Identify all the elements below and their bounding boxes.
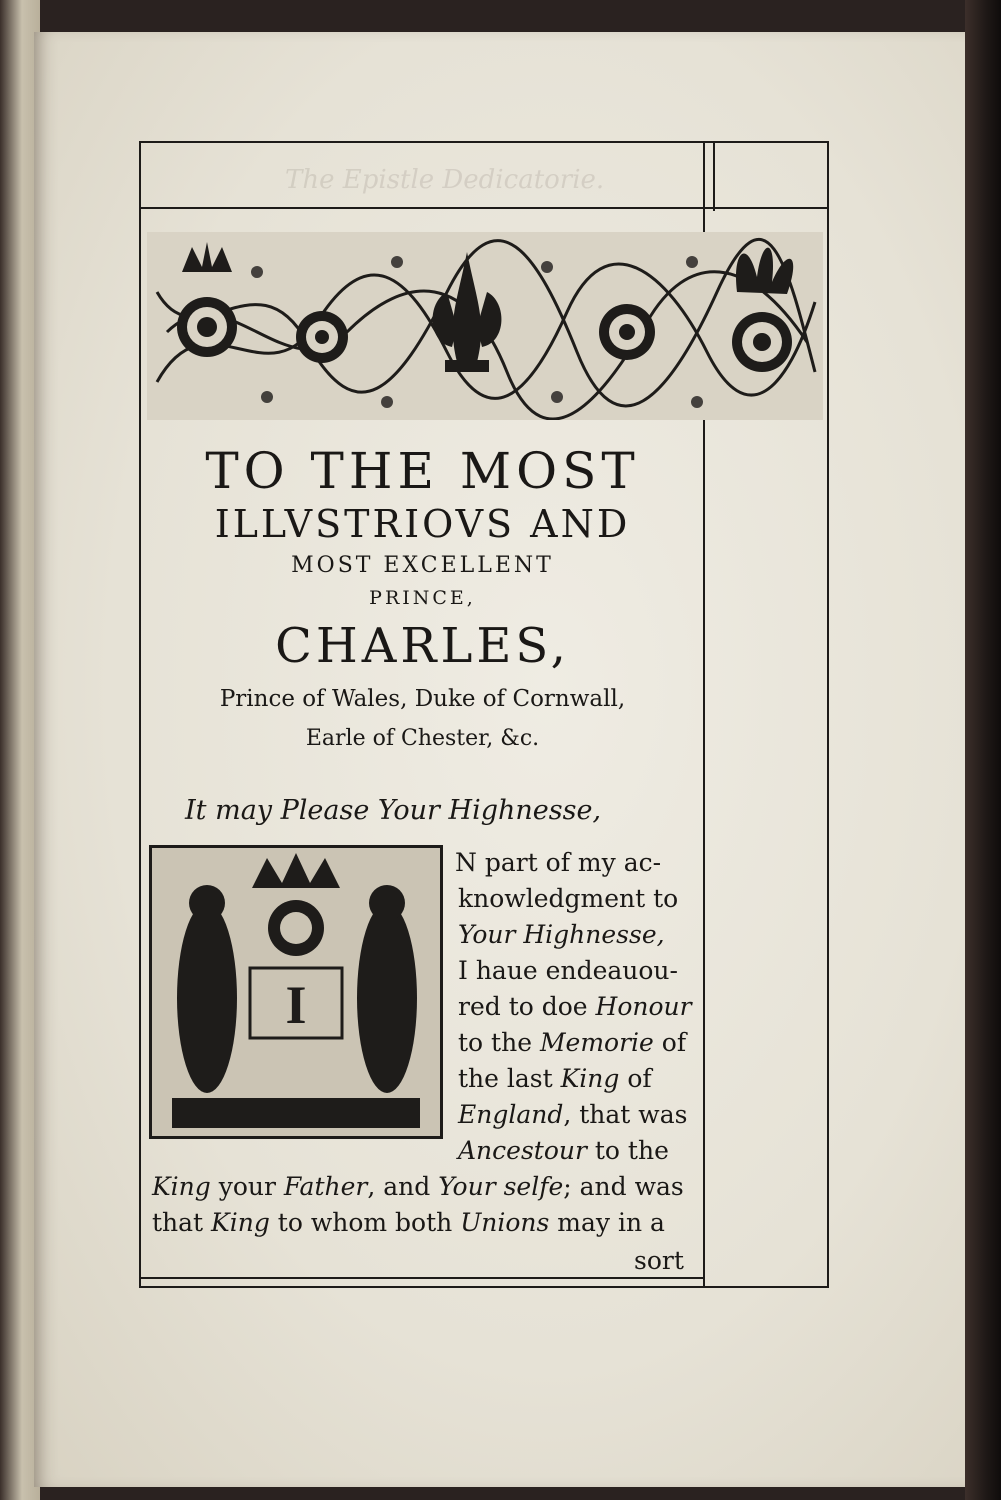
text-run: of: [653, 1028, 687, 1057]
body-line-9: [458, 1136, 669, 1165]
title-line-1: TO THE MOST: [205, 442, 640, 500]
body-line-5: [458, 992, 692, 1021]
title-line-4: PRINCE,: [369, 587, 476, 609]
frame-rule-bottom: [139, 1277, 705, 1279]
body-line-3: Your Highnesse,: [458, 920, 665, 949]
title-line-5: CHARLES,: [275, 618, 570, 674]
initial-letter: I: [285, 975, 307, 1035]
text-run: red to doe: [458, 992, 596, 1021]
body-line-10: [152, 1172, 684, 1201]
text-run: that: [152, 1208, 212, 1237]
book-cover-right: [965, 0, 1001, 1500]
body-line-8: [458, 1100, 687, 1129]
body-line-4: I haue endeauou-: [458, 956, 678, 985]
text-run-italic: Unions: [460, 1208, 550, 1237]
ornamental-headpiece: [147, 232, 823, 420]
text-run: the last: [458, 1064, 561, 1093]
text-run: ; and was: [563, 1172, 684, 1201]
body-line-11: [152, 1208, 665, 1237]
title-line-7: Earle of Chester, &c.: [305, 726, 540, 751]
body-line-6: [458, 1028, 686, 1057]
text-run-italic: Father: [283, 1172, 368, 1201]
text-run: , that was: [563, 1100, 688, 1129]
body-line-7: [458, 1064, 652, 1093]
body-line-1: N part of my ac-: [455, 848, 662, 877]
text-run: of: [619, 1064, 652, 1093]
text-run-italic: Your selfe: [438, 1172, 564, 1201]
text-run-italic: England: [458, 1100, 564, 1129]
text-run: to the: [586, 1136, 669, 1165]
show-through-text: The Epistle Dedicatorie.: [285, 165, 605, 195]
text-run-italic: King: [152, 1172, 211, 1201]
frame-rule-margin-inner: [713, 141, 715, 211]
text-run: , and: [367, 1172, 439, 1201]
text-run-italic: Memorie: [539, 1028, 654, 1057]
text-run: to the: [458, 1028, 540, 1057]
frame-rule-top: [139, 207, 829, 209]
text-run-italic: Ancestour: [458, 1136, 587, 1165]
salutation: It may Please Your Highnesse,: [185, 795, 602, 826]
body-line-2: knowledgment to: [458, 884, 679, 913]
text-run: may in a: [549, 1208, 665, 1237]
title-line-6: Prince of Wales, Duke of Cornwall,: [219, 686, 626, 712]
text-run: to whom both: [269, 1208, 461, 1237]
text-run: your: [210, 1172, 284, 1201]
text-run-italic: King: [560, 1064, 620, 1093]
title-line-3: MOST EXCELLENT: [291, 553, 554, 578]
title-line-2: ILLVSTRIOVS AND: [214, 502, 631, 546]
decorated-initial: [149, 845, 443, 1139]
text-run-italic: King: [211, 1208, 270, 1237]
catchword: sort: [634, 1246, 684, 1275]
text-run-italic: Honour: [595, 992, 692, 1021]
